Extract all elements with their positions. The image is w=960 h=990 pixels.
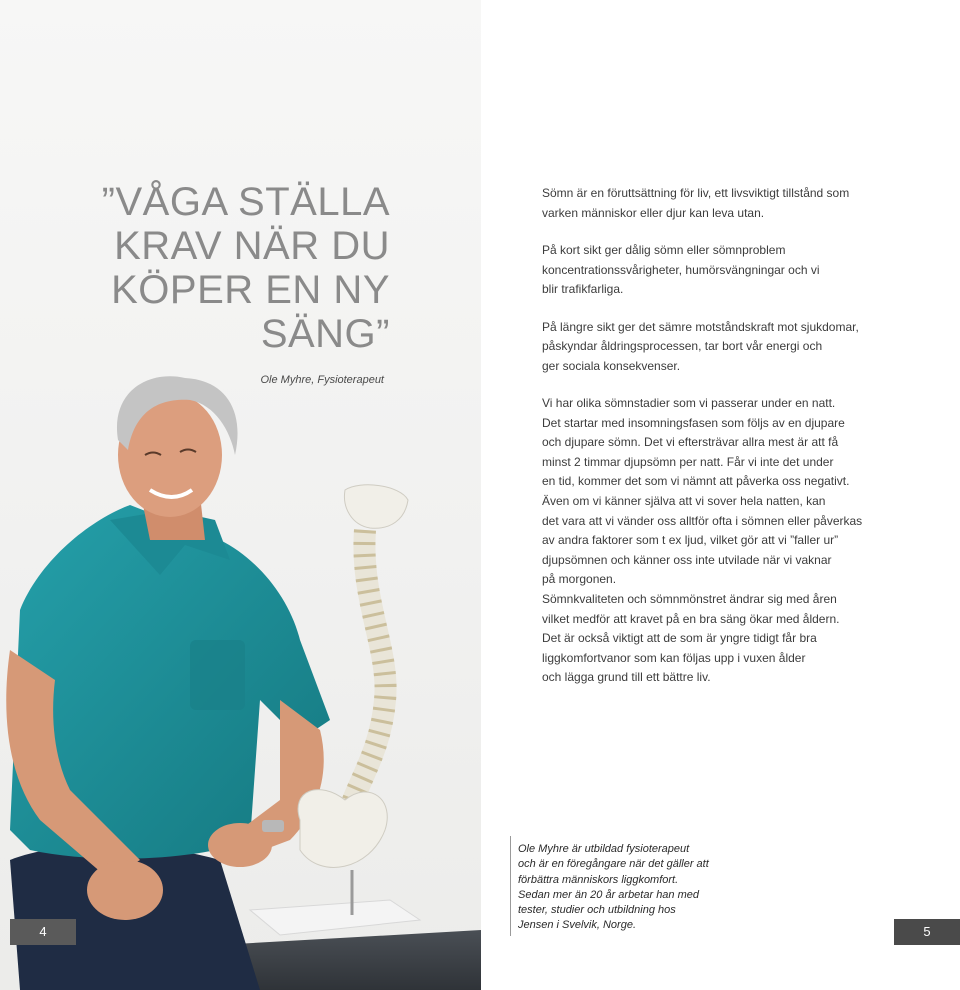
text-line: varken människor eller djur kan leva utan. bbox=[542, 205, 765, 220]
text-line: Det startar med insomningsfasen som följs av en djupare bbox=[542, 415, 845, 430]
left-hand bbox=[87, 860, 163, 920]
text-line: Sömn är en föruttsättning för liv, ett livsviktigt tillstånd som bbox=[542, 186, 850, 200]
page-number-left: 4 bbox=[10, 919, 76, 945]
text-line: djupsömnen och känner oss inte utvilade när vi vaknar bbox=[542, 552, 832, 567]
text-line: påskyndar åldringsprocessen, tar bort vår energi och bbox=[542, 339, 823, 353]
text-line: och lägga grund till ett bättre liv. bbox=[542, 670, 711, 685]
model-base bbox=[250, 900, 420, 935]
quote-author: Ole Myhre, Fysioterapeut bbox=[260, 374, 384, 386]
text-line: på morgonen. bbox=[542, 572, 617, 587]
page-number-right: 5 bbox=[894, 919, 960, 945]
text-line: blir trafikfarliga. bbox=[542, 282, 624, 296]
paragraph-long bbox=[542, 394, 882, 688]
caption-line: tester, studier och utbildning hos bbox=[518, 904, 676, 917]
text-line: liggkomfortvanor som kan följas upp i vuxen ålder bbox=[542, 650, 806, 665]
text-line: av andra faktorer som t ex ljud, vilket gör att vi ”faller ur” bbox=[542, 533, 839, 548]
paragraph bbox=[542, 184, 882, 223]
pull-quote bbox=[100, 180, 390, 356]
text-line: en tid, kommer det som vi nämnt att påverka oss negativt. bbox=[542, 474, 850, 489]
paragraph bbox=[542, 241, 882, 300]
quote-line: KRAV NÄR DU bbox=[114, 224, 390, 268]
article-body bbox=[542, 184, 882, 688]
caption-line: Sedan mer än 20 år arbetar han med bbox=[518, 888, 700, 901]
text-line: På kort sikt ger dålig sömn eller sömnproblem bbox=[542, 243, 786, 257]
text-line: ger sociala konsekvenser. bbox=[542, 358, 681, 373]
caption-line: och är en föregångare när det gäller att bbox=[518, 858, 709, 871]
caption-line: Ole Myhre är utbildad fysioterapeut bbox=[518, 843, 690, 855]
caption-rule bbox=[510, 836, 511, 936]
text-line: och djupare sömn. Det vi eftersträvar allra mest är att få bbox=[542, 435, 839, 450]
text-line: Sömnkvaliteten och sömnmönstret ändrar sig med åren bbox=[542, 591, 837, 606]
photo-caption bbox=[518, 842, 778, 934]
text-line: det vara att vi vänder oss alltför ofta i sömnen eller påverkas bbox=[542, 513, 863, 528]
text-line: På längre sikt ger det sämre motståndskraft mot sjukdomar, bbox=[542, 319, 859, 334]
text-line: minst 2 timmar djupsömn per natt. Får vi inte det under bbox=[542, 454, 834, 469]
quote-line: ”VÅGA STÄLLA bbox=[101, 180, 390, 224]
shirt-pocket bbox=[190, 640, 245, 710]
caption-line: förbättra människors liggkomfort. bbox=[518, 873, 679, 886]
text-line: Det är också viktigt att de som är yngre tidigt får bra bbox=[542, 631, 817, 646]
text-line: Vi har olika sömnstadier som vi passerar under en natt. bbox=[542, 396, 836, 410]
wristwatch bbox=[262, 820, 284, 832]
caption-line: Jensen i Svelvik, Norge. bbox=[518, 919, 636, 932]
text-line: vilket medför att kravet på en bra säng ökar med åldern. bbox=[542, 611, 840, 626]
text-line: Även om vi känner själva att vi sover hela natten, kan bbox=[542, 493, 826, 508]
text-line: koncentrationssvårigheter, humörsvängningar och vi bbox=[542, 262, 820, 277]
paragraph bbox=[542, 318, 882, 377]
quote-line: SÄNG” bbox=[260, 312, 390, 356]
quote-line: KÖPER EN NY bbox=[111, 268, 390, 312]
